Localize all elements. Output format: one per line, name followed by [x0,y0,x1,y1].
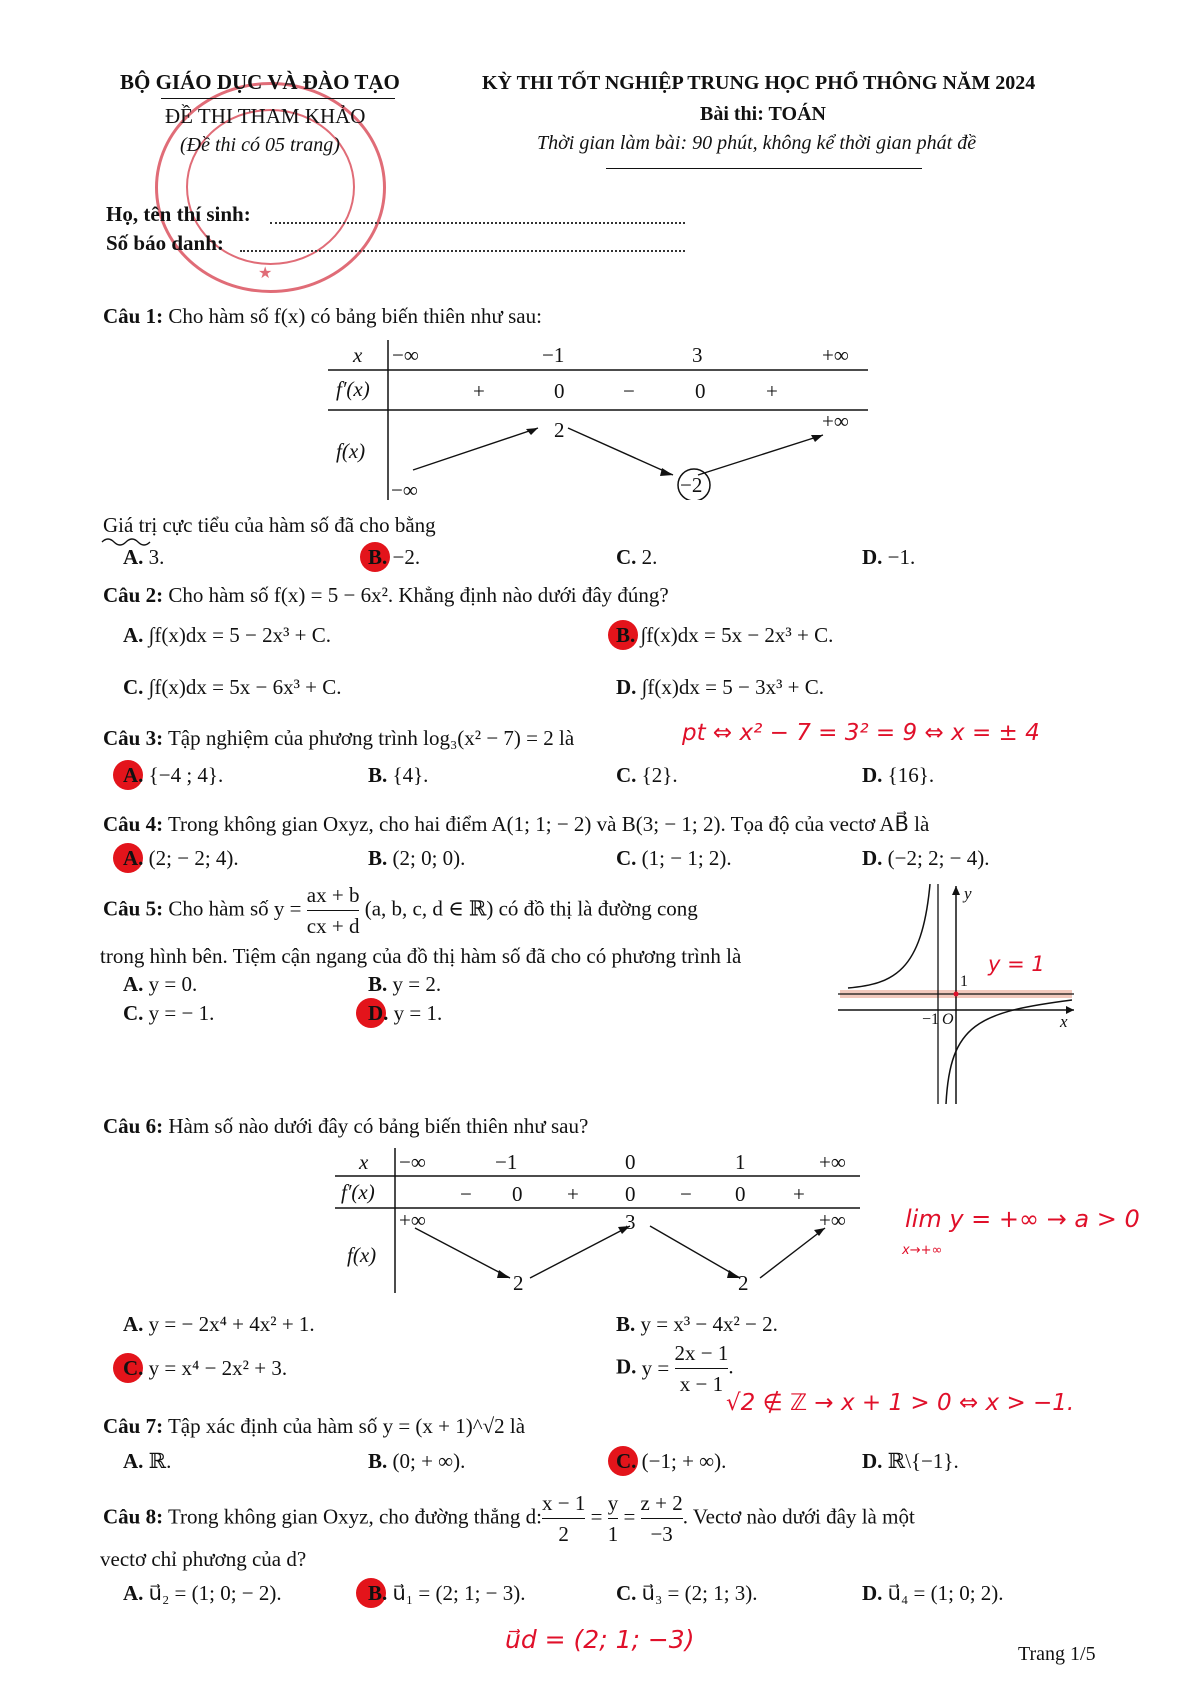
q8-fraction-2-den: 1 [607,1522,619,1546]
q1-f-3: −2 [680,473,703,497]
q4-option-d-text: (−2; 2; − 4). [887,846,990,870]
q3-option-d-letter: D. [862,763,883,787]
q6-option-d-num: 2x − 1 [675,1338,729,1369]
q5-option-d[interactable] [368,1001,442,1026]
q5-option-a[interactable] [123,972,197,997]
q1-fp-5: + [766,379,778,403]
q6-x-2: −1 [495,1150,518,1174]
q5-option-a-letter: A. [123,972,144,996]
q2-option-b[interactable] [616,623,833,648]
q8-text-c: vectơ chỉ phương của d? [100,1547,307,1571]
q5-option-b-text: y = 2. [392,972,442,996]
q5-handwritten-note: y = 1 [988,952,1045,976]
q6-stem [103,1114,588,1139]
q4-option-b-letter: B. [368,846,388,870]
q6-f-2: 2 [513,1271,524,1295]
subject-title: Bài thi: TOÁN [700,103,826,125]
q5-fraction-num: ax + b [307,880,360,911]
q7-option-a-text: ℝ. [148,1449,172,1473]
q6-f-4: 2 [738,1271,749,1295]
q1-option-d-text: −1. [887,545,916,569]
q1-option-b-text: −2. [392,545,421,569]
q7-handwritten-note: √2 ∉ ℤ → x + 1 > 0 ⇔ x > −1. [726,1390,1075,1416]
q3-label: Câu 3: [103,726,164,750]
q1-option-d-letter: D. [862,545,883,569]
q4-option-b[interactable] [368,846,465,871]
q6-option-c[interactable] [123,1356,287,1381]
q6-option-b[interactable] [616,1312,778,1337]
q6-x-5: +∞ [819,1150,846,1174]
q7-label: Câu 7: [103,1414,164,1438]
q7-option-b[interactable] [368,1449,465,1474]
q1-option-b[interactable] [368,545,420,570]
q6-option-d-fraction [675,1338,729,1399]
header-divider-right [606,168,922,169]
q8-option-d[interactable] [862,1581,1004,1606]
q8-fraction-1-num: x − 1 [542,1488,585,1519]
q3-option-a[interactable] [123,763,223,788]
q8-option-c-text: u⃗₃ = (2; 1; 3). [641,1581,758,1605]
q7-option-c[interactable] [616,1449,726,1474]
q2-option-a[interactable] [123,623,331,648]
q1-option-a-letter: A. [123,545,144,569]
q3-option-d[interactable] [862,763,934,788]
q6-option-a-text: y = − 2x⁴ + 4x² + 1. [148,1312,315,1336]
q2-option-d[interactable] [616,675,824,700]
q2-option-a-text: ∫f(x)dx = 5 − 2x³ + C. [148,623,331,647]
q3-option-b-text: {4}. [392,763,429,787]
q3-option-b-letter: B. [368,763,388,787]
q1-x-label: x [353,343,363,367]
q8-fraction-1-den: 2 [558,1522,569,1546]
q8-option-b-letter: B. [368,1581,388,1605]
q7-option-c-letter: C. [616,1449,637,1473]
q6-option-b-text: y = x³ − 4x² − 2. [640,1312,778,1336]
q5-graph-svg [838,884,1078,1106]
q8-option-c-letter: C. [616,1581,637,1605]
q8-fraction-3-den: −3 [650,1522,673,1546]
q1-fp-1: + [473,379,485,403]
q1-option-b-letter: B. [368,545,388,569]
stamp-star-icon: ★ [258,265,273,282]
q7-option-a[interactable] [123,1449,171,1474]
q3-option-b[interactable] [368,763,428,788]
q1-x-3: 3 [692,343,703,367]
q1-fp-2: 0 [554,379,565,403]
q3-option-a-text: {−4 ; 4}. [148,763,224,787]
q6-variation-table [335,1148,860,1293]
q4-option-c-letter: C. [616,846,637,870]
q5-tick-y: 1 [960,973,968,990]
q1-x-2: −1 [542,343,565,367]
q6-fp-7: + [793,1182,805,1206]
q6-f-3: 3 [625,1210,636,1234]
q6-f-1: +∞ [399,1208,426,1232]
q6-x-4: 1 [735,1150,746,1174]
q1-f-4: +∞ [822,409,849,433]
q6-fp-4: 0 [625,1182,636,1206]
q8-fraction-3-num: z + 2 [641,1488,683,1519]
q5-option-b-letter: B. [368,972,388,996]
q6-fp-5: − [680,1182,692,1206]
q2-stem [103,583,669,608]
q6-label: Câu 6: [103,1114,164,1138]
q1-option-d[interactable] [862,545,915,570]
q8-handwritten-note: u⃗d = (2; 1; −3) [505,1625,695,1654]
q8-fraction-2 [608,1488,619,1549]
q8-option-b-text: u⃗₁ = (2; 1; − 3). [392,1581,526,1605]
q3-option-c-text: {2}. [641,763,678,787]
q6-x-3: 0 [625,1150,636,1174]
q1-stem [103,304,542,329]
q4-option-a[interactable] [123,846,239,871]
q2-option-c-text: ∫f(x)dx = 5x − 6x³ + C. [148,675,342,699]
q1-option-c-letter: C. [616,545,637,569]
q2-option-c[interactable] [123,675,342,700]
q8-option-b[interactable] [368,1581,526,1606]
q5-text-b: (a, b, c, d ∈ ℝ) có đồ thị là đường cong [364,896,698,921]
q1-fp-4: 0 [695,379,706,403]
q8-option-a-letter: A. [123,1581,144,1605]
q2-text: Cho hàm số f(x) = 5 − 6x². Khẳng định nào dưới đây đúng? [168,583,669,607]
q7-option-d-letter: D. [862,1449,883,1473]
q5-graph [838,884,1078,1106]
q6-fp-3: + [567,1182,579,1206]
q5-option-c-text: y = − 1. [148,1001,215,1025]
q4-option-a-letter: A. [123,846,144,870]
q5-option-d-text: y = 1. [393,1001,443,1025]
name-field[interactable] [270,222,685,224]
q7-option-b-text: (0; + ∞). [392,1449,466,1473]
q5-option-c[interactable] [123,1001,214,1026]
q8-label: Câu 8: [103,1504,164,1529]
q7-option-a-letter: A. [123,1449,144,1473]
q6-handwritten-note-b: x→+∞ [902,1243,943,1258]
q5-label: Câu 5: [103,896,164,921]
q4-text: Trong không gian Oxyz, cho hai điểm A(1; 1; − 2) và B(3; − 1; 2). Tọa độ của vectơ AB⃗ là [167,812,930,836]
q6-fp-2: 0 [512,1182,523,1206]
q8-option-a[interactable] [123,1581,282,1606]
q6-x-label: x [359,1150,369,1174]
id-label: Số báo danh: [106,231,224,255]
q6-fp-6: 0 [735,1182,746,1206]
q2-option-d-letter: D. [616,675,637,699]
q1-fp-3: − [623,379,635,403]
q3-stem [103,726,574,751]
q4-option-b-text: (2; 0; 0). [392,846,466,870]
q8-stem: Câu 8: Trong không gian Oxyz, cho đường thẳng d: $\frac{x - 1}{2}$ = $\frac{y}{1}$ = $\frac{z + 2}{-3}$ . Vectơ nào dưới đây là một [103,1488,915,1549]
q2-option-d-text: ∫f(x)dx = 5 − 3x³ + C. [641,675,824,699]
q5-origin-label: O [942,1011,954,1028]
q2-option-b-letter: B. [616,623,636,647]
q6-f-label: f(x) [347,1243,377,1267]
q5-text-c: trong hình bên. Tiệm cận ngang của đồ thị hàm số đã cho có phương trình là [100,944,742,968]
q8-option-d-text: u⃗₄ = (1; 0; 2). [887,1581,1004,1605]
q4-label: Câu 4: [103,812,164,836]
q8-fraction-2-num: y [608,1488,619,1519]
id-field[interactable] [240,250,685,252]
time-note: Thời gian làm bài: 90 phút, không kể thời gian phát đề [537,132,977,154]
q8-option-d-letter: D. [862,1581,883,1605]
q3-handwritten-note: pt ⇔ x² − 7 = 3² = 9 ⇔ x = ± 4 [682,720,1040,746]
q7-option-c-text: (−1; + ∞). [641,1449,727,1473]
q6-f-5: +∞ [819,1208,846,1232]
q6-fp-label: f′(x) [341,1180,375,1204]
q5-option-c-letter: C. [123,1001,144,1025]
q1-option-c-text: 2. [641,545,658,569]
q7-option-d[interactable] [862,1449,959,1474]
q2-option-c-letter: C. [123,675,144,699]
q1-f-2: 2 [554,418,565,442]
q5-stem [103,880,698,941]
header-divider-left [161,98,395,99]
q3-option-c-letter: C. [616,763,637,787]
q5-fraction-den: cx + d [306,914,360,938]
q6-option-d[interactable]: D. y = $\frac{2x - 1}{x - 1}$ . [616,1338,734,1399]
q3-option-d-text: {16}. [887,763,935,787]
q1-f-label: f(x) [336,439,366,463]
q8-option-c[interactable] [616,1581,758,1606]
q6-x-1: −∞ [399,1150,426,1174]
pages-note: (Đề thi có 05 trang) [180,134,340,156]
q3-option-a-letter: A. [123,763,144,787]
q1-option-c[interactable] [616,545,657,570]
q1-option-a-text: 3. [148,545,165,569]
q5-x-axis-label: x [1060,1012,1068,1031]
q2-option-b-text: ∫f(x)dx = 5x − 2x³ + C. [640,623,834,647]
page-number: Trang 1/5 [1018,1643,1096,1665]
q1-text: Cho hàm số f(x) có bảng biến thiên như sau: [168,304,542,328]
q3-text: Tập nghiệm của phương trình log₃(x² − 7) = 2 là [167,726,575,750]
q5-y-axis-label: y [964,884,972,903]
q4-option-c-text: (1; − 1; 2). [641,846,732,870]
q1-x-1: −∞ [392,343,419,367]
q7-text: Tập xác định của hàm số y = (x + 1)^√2 là [167,1414,526,1438]
q7-option-b-letter: B. [368,1449,388,1473]
q2-option-a-letter: A. [123,623,144,647]
q6-option-d-den: x − 1 [679,1372,724,1396]
q6-fp-1: − [460,1182,472,1206]
q7-stem [103,1414,525,1439]
q6-option-d-letter: D. [616,1354,637,1379]
q6-option-c-text: y = x⁴ − 2x² + 3. [148,1356,288,1380]
q4-option-c[interactable] [616,846,732,871]
q5-option-d-letter: D. [368,1001,389,1025]
q1-label: Câu 1: [103,304,164,328]
ministry-name: BỘ GIÁO DỤC VÀ ĐÀO TẠO [120,70,400,94]
q6-option-c-letter: C. [123,1356,144,1380]
q8-text-a: Trong không gian Oxyz, cho đường thẳng d: [167,1504,542,1529]
name-label: Họ, tên thí sinh: [106,202,251,226]
q1-option-a[interactable] [123,545,164,570]
q3-option-c[interactable] [616,763,678,788]
q8-text-b: . Vectơ nào dưới đây là một [682,1504,915,1529]
exam-title: KỲ THI TỐT NGHIỆP TRUNG HỌC PHỔ THÔNG NĂM 2024 [482,72,1036,94]
q5-fraction [307,880,360,941]
q5-option-b[interactable] [368,972,441,997]
exam-type: ĐỀ THI THAM KHẢO [165,104,366,128]
q4-option-d[interactable] [862,846,990,871]
q4-stem [103,812,929,837]
q1-x-4: +∞ [822,343,849,367]
q7-option-d-text: ℝ\{−1}. [887,1449,959,1473]
q6-option-a[interactable] [123,1312,315,1337]
q1-question: Giá trị cực tiểu của hàm số đã cho bằng [103,513,436,537]
q6-option-b-letter: B. [616,1312,636,1336]
q5-tick-x: −1 [922,1011,940,1028]
q1-f-1: −∞ [391,478,418,502]
q4-option-d-letter: D. [862,846,883,870]
q1-variation-table [328,340,868,500]
q8-option-a-text: u⃗₂ = (1; 0; − 2). [148,1581,282,1605]
q5-option-a-text: y = 0. [148,972,198,996]
q6-option-a-letter: A. [123,1312,144,1336]
q6-option-d-text: y = [641,1356,670,1380]
q6-text: Hàm số nào dưới đây có bảng biến thiên như sau? [168,1114,589,1138]
q8-fraction-3 [641,1488,683,1549]
q8-fraction-1 [542,1488,585,1549]
q6-handwritten-note-a: lim y = +∞ → a > 0 [905,1205,1140,1233]
q4-option-a-text: (2; − 2; 4). [148,846,239,870]
q1-fp-label: f′(x) [336,377,370,401]
q2-label: Câu 2: [103,583,164,607]
q5-text-a: Cho hàm số y = [168,896,302,921]
